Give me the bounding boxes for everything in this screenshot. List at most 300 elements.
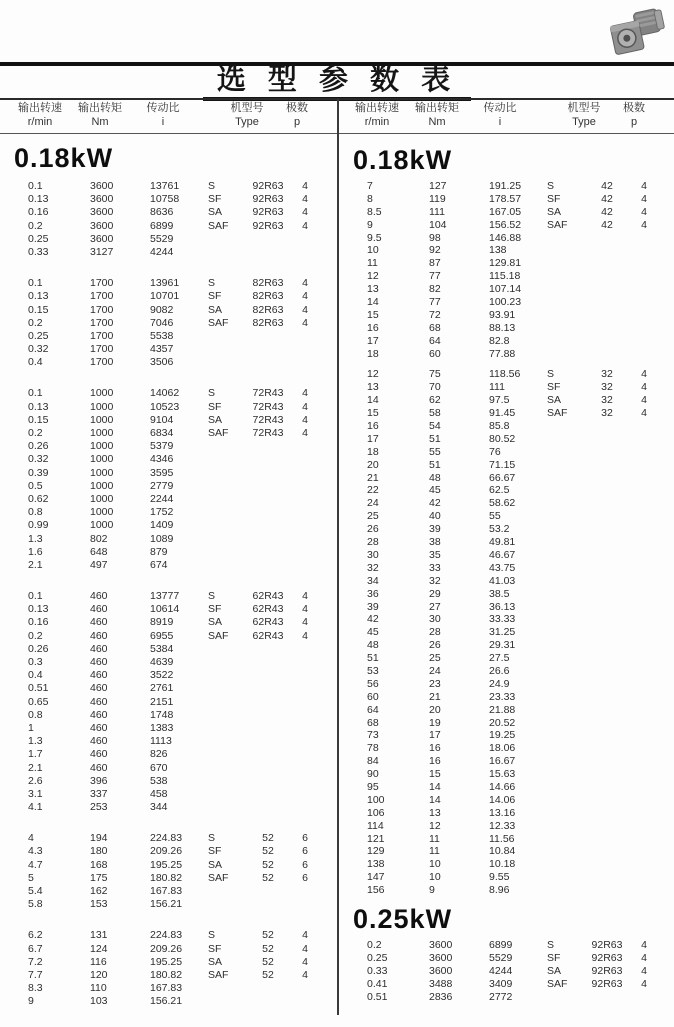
cell-output-speed: 34: [367, 574, 379, 587]
cell-output-torque: 3600: [90, 232, 114, 245]
cell-output-torque: 3488: [429, 977, 453, 990]
cell-output-speed: 48: [367, 639, 379, 652]
cell-type-prefix: SA: [208, 206, 223, 219]
cell-type-model: [579, 613, 635, 626]
cell-output-torque: 13: [429, 806, 441, 819]
cell-type-prefix: [547, 472, 579, 485]
cell-poles: 4: [302, 603, 308, 616]
cell-poles: 4: [302, 387, 308, 400]
table-row: [0, 330, 337, 343]
table-row: [339, 729, 674, 742]
cell-ratio: 5529: [489, 951, 513, 964]
cell-output-speed: 0.8: [28, 506, 43, 519]
cell-output-speed: 32: [367, 561, 379, 574]
cell-ratio: 13777: [150, 590, 180, 603]
cell-output-torque: 116: [90, 955, 107, 968]
cell-type-prefix: SF: [547, 381, 561, 394]
cell-ratio: 1383: [150, 721, 174, 734]
cell-type-prefix: [208, 982, 240, 995]
cell-output-speed: 56: [367, 677, 379, 690]
cell-type-model: [579, 820, 635, 833]
table-row: [0, 696, 337, 709]
table-row: [339, 858, 674, 871]
cell-type-prefix: [547, 562, 579, 575]
cell-type-prefix: [208, 885, 240, 898]
table-row: [339, 381, 674, 394]
table-row: [339, 978, 674, 991]
header-unit: Nm: [428, 116, 446, 128]
cell-poles: 4: [641, 938, 647, 951]
cell-type-model: [579, 257, 635, 270]
table-row: [339, 257, 674, 270]
cell-type-prefix: [547, 742, 579, 755]
cell-poles: [296, 885, 314, 898]
cell-output-torque: 1700: [90, 356, 114, 369]
cell-output-torque: 460: [90, 669, 108, 682]
cell-output-speed: 5: [28, 871, 34, 884]
cell-type-prefix: [547, 588, 579, 601]
cell-output-speed: 20: [367, 458, 379, 471]
cell-ratio: 93.91: [489, 308, 516, 321]
cell-type-prefix: [208, 709, 240, 722]
cell-type-prefix: S: [208, 387, 216, 400]
cell-type-model: 82R63: [252, 277, 284, 290]
cell-type-prefix: [208, 343, 240, 356]
cell-type-prefix: SAF: [208, 316, 229, 329]
cell-type-model: [579, 472, 635, 485]
cell-poles: [635, 322, 653, 335]
cell-type-model: [579, 884, 635, 897]
cell-output-speed: 4.7: [28, 858, 43, 871]
cell-type-prefix: [547, 845, 579, 858]
cell-ratio: 146.88: [489, 231, 522, 244]
cell-output-torque: 180: [90, 845, 108, 858]
header-label: 机型号: [230, 102, 264, 114]
cell-type-model: 92R63: [252, 206, 284, 219]
cell-output-speed: 4: [28, 832, 34, 845]
table-row: [339, 283, 674, 296]
table-row: [339, 472, 674, 485]
cell-type-prefix: SF: [547, 951, 561, 964]
cell-output-speed: 10: [367, 244, 379, 257]
cell-ratio: 43.75: [489, 561, 516, 574]
table-row: [0, 480, 337, 493]
table-row: [0, 519, 337, 532]
table-row: [339, 523, 674, 536]
cell-type-prefix: [547, 884, 579, 897]
cell-ratio: 14.66: [489, 780, 516, 793]
cell-type-model: 52: [262, 968, 274, 981]
table-row: [0, 722, 337, 735]
cell-poles: [635, 433, 653, 446]
cell-output-torque: 27: [429, 600, 441, 613]
cell-type-prefix: SA: [208, 616, 223, 629]
cell-type-prefix: [547, 820, 579, 833]
cell-type-prefix: [547, 322, 579, 335]
cell-type-model: [240, 775, 296, 788]
table-row: [0, 590, 337, 603]
cell-type-prefix: SA: [208, 955, 223, 968]
cell-output-torque: 110: [90, 982, 107, 995]
cell-type-model: [579, 348, 635, 361]
cell-type-model: [579, 858, 635, 871]
cell-poles: [635, 549, 653, 562]
cell-output-torque: 460: [90, 642, 108, 655]
cell-ratio: 115.18: [489, 270, 521, 283]
cell-output-torque: 75: [429, 368, 441, 381]
cell-type-model: 92R63: [591, 964, 623, 977]
cell-ratio: 8.96: [489, 884, 510, 897]
cell-type-prefix: [208, 669, 240, 682]
cell-output-torque: 1000: [90, 479, 114, 492]
cell-ratio: 4244: [489, 964, 513, 977]
cell-output-speed: 16: [367, 420, 379, 433]
cell-type-model: [579, 729, 635, 742]
cell-output-torque: 3600: [429, 951, 453, 964]
cell-output-torque: 153: [90, 898, 108, 911]
cell-poles: [296, 748, 314, 761]
cell-type-model: [579, 232, 635, 245]
cell-output-torque: 3600: [90, 219, 114, 232]
table-row: [339, 368, 674, 381]
cell-type-model: 62R43: [252, 629, 284, 642]
cell-poles: [635, 717, 653, 730]
cell-type-prefix: [547, 257, 579, 270]
table-row: [339, 536, 674, 549]
cell-poles: [296, 735, 314, 748]
cell-poles: [635, 626, 653, 639]
cell-ratio: 80.52: [489, 432, 516, 445]
header-unit: Type: [235, 116, 259, 128]
data-block: [0, 832, 337, 911]
cell-type-model: 52: [262, 832, 274, 845]
data-block: [339, 180, 674, 360]
cell-type-model: 32: [601, 407, 613, 420]
cell-output-torque: 3600: [429, 938, 453, 951]
cell-ratio: 10523: [150, 400, 180, 413]
cell-output-speed: 0.32: [28, 453, 49, 466]
cell-type-prefix: [208, 898, 240, 911]
table-row: [0, 885, 337, 898]
cell-ratio: 85.8: [489, 420, 510, 433]
cell-type-prefix: [547, 244, 579, 257]
table-row: [339, 180, 674, 193]
cell-type-prefix: [547, 335, 579, 348]
cell-type-model: [240, 559, 296, 572]
data-block: [339, 939, 674, 1003]
cell-output-speed: 73: [367, 729, 379, 742]
cell-type-prefix: [547, 446, 579, 459]
table-row: [339, 965, 674, 978]
cell-output-torque: 104: [429, 218, 447, 231]
cell-poles: [635, 794, 653, 807]
cell-poles: [635, 833, 653, 846]
table-row: [0, 762, 337, 775]
cell-type-model: [240, 246, 296, 259]
cell-poles: 4: [641, 394, 647, 407]
cell-output-torque: 2836: [429, 990, 453, 1003]
cell-output-torque: 87: [429, 257, 441, 270]
cell-output-speed: 8: [367, 192, 373, 205]
cell-type-prefix: SAF: [208, 219, 229, 232]
cell-output-speed: 0.26: [28, 642, 49, 655]
cell-type-prefix: SAF: [208, 427, 229, 439]
cell-output-speed: 0.13: [28, 400, 49, 413]
cell-type-model: 42: [601, 180, 613, 192]
cell-type-model: [579, 794, 635, 807]
cell-ratio: 1113: [150, 735, 172, 748]
data-block: [0, 277, 337, 369]
cell-type-prefix: [547, 309, 579, 322]
cell-type-prefix: [208, 801, 240, 814]
cell-output-speed: 5.8: [28, 898, 43, 911]
cell-ratio: 129.81: [489, 257, 522, 270]
cell-ratio: 156.21: [150, 995, 183, 1008]
cell-output-torque: 51: [429, 458, 441, 471]
cell-ratio: 195.25: [150, 955, 183, 968]
table-row: [0, 801, 337, 814]
cell-output-speed: 8.3: [28, 982, 43, 995]
cell-type-model: 72R43: [252, 387, 284, 400]
cell-output-torque: 460: [90, 708, 108, 721]
cell-poles: 4: [302, 219, 308, 232]
right-column: [339, 140, 674, 1011]
cell-ratio: 6955: [150, 629, 174, 642]
cell-type-model: [579, 601, 635, 614]
cell-ratio: 97.5: [489, 394, 510, 407]
cell-output-speed: 0.33: [28, 245, 49, 258]
cell-type-model: [579, 833, 635, 846]
cell-type-model: [579, 283, 635, 296]
table-row: [0, 290, 337, 303]
cell-type-model: [240, 519, 296, 532]
table-row: [339, 884, 674, 897]
cell-type-prefix: [547, 510, 579, 523]
cell-output-speed: 15: [367, 407, 379, 420]
cell-output-speed: 17: [367, 334, 379, 347]
cell-output-torque: 1000: [90, 413, 114, 426]
cell-ratio: 167.83: [150, 982, 183, 995]
cell-output-torque: 460: [90, 656, 108, 668]
cell-output-torque: 72: [429, 308, 441, 321]
cell-output-speed: 6.7: [28, 942, 43, 955]
cell-output-torque: 1700: [90, 316, 114, 329]
cell-type-prefix: [547, 270, 579, 283]
cell-poles: [296, 801, 314, 814]
cell-type-model: [240, 735, 296, 748]
cell-poles: [635, 845, 653, 858]
cell-type-prefix: [547, 523, 579, 536]
cell-output-speed: 78: [367, 742, 379, 755]
cell-output-torque: 11: [429, 832, 440, 845]
cell-type-prefix: SAF: [547, 407, 568, 420]
cell-ratio: 66.67: [489, 471, 516, 484]
cell-type-prefix: SAF: [208, 968, 229, 981]
cell-output-torque: 24: [429, 664, 441, 677]
table-row: [0, 493, 337, 506]
cell-output-speed: 60: [367, 690, 379, 703]
cell-ratio: 4244: [150, 245, 174, 258]
table-row: [0, 709, 337, 722]
table-row: [0, 317, 337, 330]
cell-ratio: 5538: [150, 329, 174, 342]
cell-type-prefix: SF: [208, 290, 222, 303]
table-row: [339, 549, 674, 562]
cell-output-speed: 9: [367, 218, 373, 231]
cell-type-model: 62R43: [252, 603, 284, 616]
cell-output-torque: 98: [429, 231, 441, 244]
cell-poles: 4: [302, 290, 308, 303]
cell-ratio: 10614: [150, 603, 180, 616]
cell-output-torque: 55: [429, 445, 441, 458]
cell-type-model: [579, 446, 635, 459]
cell-type-model: [579, 665, 635, 678]
cell-output-speed: 7.7: [28, 968, 43, 981]
cell-output-torque: 28: [429, 626, 441, 639]
cell-poles: [635, 858, 653, 871]
cell-output-torque: 68: [429, 321, 441, 334]
cell-type-model: [579, 768, 635, 781]
table-row: [0, 995, 337, 1008]
cell-ratio: 3506: [150, 356, 174, 369]
cell-poles: [635, 244, 653, 257]
cell-output-torque: 3127: [90, 245, 114, 258]
cell-type-model: [240, 885, 296, 898]
cell-output-speed: 4.1: [28, 801, 43, 814]
cell-poles: [635, 639, 653, 652]
cell-poles: [635, 536, 653, 549]
table-row: [0, 304, 337, 317]
cell-type-model: [240, 643, 296, 656]
table-row: [0, 603, 337, 616]
cell-output-torque: 103: [90, 995, 108, 1008]
cell-output-torque: 58: [429, 407, 441, 420]
table-row: [339, 678, 674, 691]
table-row: [0, 467, 337, 480]
cell-type-model: [240, 669, 296, 682]
cell-poles: 4: [641, 977, 647, 990]
cell-poles: 4: [641, 218, 647, 231]
cell-type-model: [240, 343, 296, 356]
cell-output-speed: 0.2: [28, 316, 43, 329]
header-unit: p: [293, 116, 301, 128]
cell-output-torque: 51: [429, 432, 441, 445]
cell-type-prefix: [547, 484, 579, 497]
table-row: [339, 433, 674, 446]
cell-type-prefix: [547, 497, 579, 510]
cell-output-speed: 0.13: [28, 193, 49, 206]
table-row: [339, 244, 674, 257]
cell-output-torque: 194: [90, 832, 108, 845]
table-row: [0, 929, 337, 942]
cell-output-torque: 460: [90, 748, 108, 761]
cell-output-torque: 497: [90, 558, 108, 571]
cell-type-model: [579, 991, 635, 1004]
cell-poles: [635, 652, 653, 665]
cell-output-torque: 42: [429, 497, 441, 510]
cell-type-prefix: SAF: [208, 871, 229, 884]
cell-output-torque: 460: [90, 590, 108, 603]
cell-type-model: [579, 484, 635, 497]
cell-type-prefix: [208, 467, 240, 480]
cell-type-model: [579, 807, 635, 820]
cell-poles: 4: [302, 413, 308, 426]
cell-type-prefix: SA: [208, 303, 223, 316]
cell-type-model: [579, 691, 635, 704]
cell-ratio: 8919: [150, 616, 174, 629]
cell-output-speed: 0.4: [28, 356, 43, 369]
cell-poles: [296, 775, 314, 788]
cell-poles: 4: [302, 277, 308, 290]
cell-poles: [296, 546, 314, 559]
cell-type-model: [240, 898, 296, 911]
cell-ratio: 21.88: [489, 703, 516, 716]
cell-type-prefix: [547, 678, 579, 691]
table-row: [339, 420, 674, 433]
cell-poles: [296, 762, 314, 775]
cell-type-prefix: [208, 330, 240, 343]
table-row: [339, 484, 674, 497]
cell-output-speed: 3.1: [28, 787, 43, 800]
table-row: [339, 991, 674, 1004]
cell-ratio: 2772: [489, 990, 513, 1003]
cell-type-prefix: [547, 652, 579, 665]
cell-poles: 4: [302, 590, 308, 603]
cell-ratio: 27.5: [489, 652, 510, 665]
cell-output-speed: 0.2: [28, 427, 43, 439]
cell-output-speed: 129: [367, 845, 385, 858]
cell-poles: [296, 480, 314, 493]
cell-poles: [635, 335, 653, 348]
cell-ratio: 36.13: [489, 600, 516, 613]
cell-type-prefix: [547, 717, 579, 730]
cell-type-prefix: SA: [547, 394, 562, 407]
cell-type-prefix: [208, 533, 240, 546]
cell-output-speed: 13: [367, 381, 379, 394]
cell-output-torque: 77: [429, 270, 441, 283]
cell-output-speed: 9.5: [367, 231, 382, 244]
cell-poles: [635, 807, 653, 820]
cell-output-speed: 4.3: [28, 845, 43, 858]
column-header-row-left: [0, 101, 337, 131]
cell-output-speed: 0.1: [28, 180, 43, 192]
cell-output-torque: 40: [429, 510, 441, 523]
cell-type-prefix: SA: [208, 858, 223, 871]
cell-poles: 4: [641, 381, 647, 394]
cell-type-prefix: [547, 665, 579, 678]
cell-poles: [635, 665, 653, 678]
cell-poles: [296, 709, 314, 722]
cell-ratio: 10.84: [489, 845, 516, 858]
table-row: [0, 506, 337, 519]
cell-type-prefix: [547, 858, 579, 871]
cell-poles: [296, 533, 314, 546]
cell-output-torque: 3600: [90, 193, 114, 206]
cell-output-torque: 1000: [90, 427, 114, 439]
cell-type-model: 32: [601, 394, 613, 407]
cell-ratio: 10.18: [489, 858, 516, 871]
cell-type-prefix: [547, 575, 579, 588]
cell-output-torque: 460: [90, 616, 108, 629]
cell-ratio: 62.5: [489, 484, 510, 497]
cell-type-prefix: [208, 735, 240, 748]
cell-ratio: 195.25: [150, 858, 183, 871]
cell-output-torque: 111: [429, 205, 445, 218]
header-label: 机型号: [567, 102, 601, 114]
cell-output-speed: 26: [367, 523, 379, 536]
cell-output-torque: 648: [90, 545, 108, 558]
cell-type-model: [240, 480, 296, 493]
